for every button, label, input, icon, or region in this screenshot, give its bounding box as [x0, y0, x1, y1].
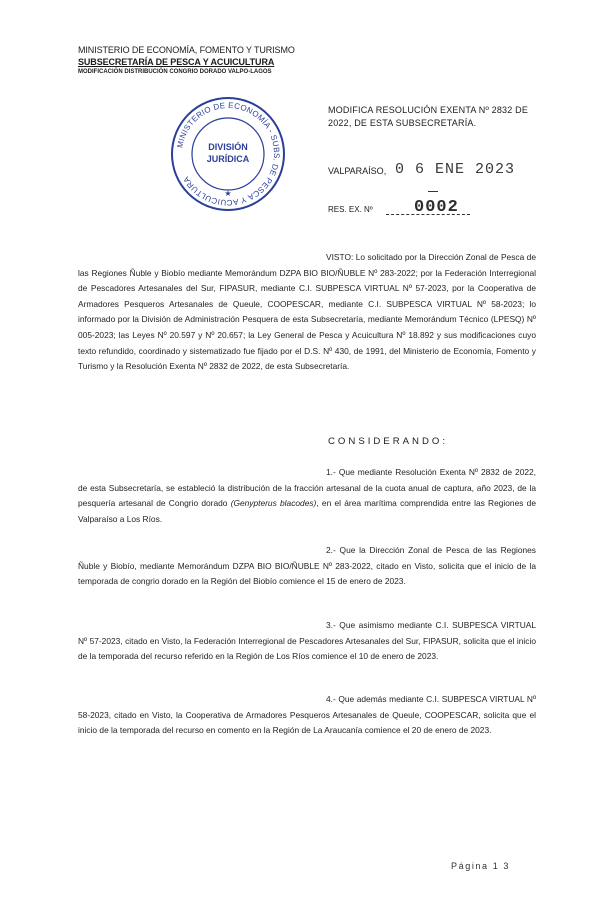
considerando-item-4: [78, 692, 536, 739]
document-subject: MODIFICA RESOLUCIÓN EXENTA Nº 2832 DE 2022, DE ESTA SUBSECRETARÍA.: [328, 105, 529, 128]
stamped-date: 0 6 ENE 2023: [395, 161, 516, 178]
stamp-ring-text: MINISTERIO DE ECONOMÍA - SUBS. DE PESCA Y ACUICULTURA: [175, 100, 282, 208]
item-3-lead: 3.- Que asimismo mediante C.I. SUBPESCA: [326, 620, 498, 630]
subsecretariat-name: SUBSECRETARÍA DE PESCA Y ACUICULTURA: [78, 57, 275, 67]
item-2-text: Regiones Ñuble y Biobío, mediante Memorándum DZPA BIO BIO/ÑUBLE Nº 283-2022, citado en Visto, solicita que el inicio de la temporada de congrio dorado en la Región del Biobío comience el 15 de enero de 2023.: [78, 545, 536, 587]
item-2-lead: 2.- Que la Dirección Zonal de Pesca de las: [326, 545, 497, 555]
division-juridica-stamp: [168, 94, 288, 214]
item-1-tail: , en el área marítima comprendida entre las Regiones de Valparaíso a Los Ríos.: [78, 498, 537, 524]
considerando-item-3: [78, 618, 536, 665]
resolution-mark: [428, 191, 438, 192]
item-1-species: (Genypterus blacodes): [230, 498, 317, 509]
resolution-number-line: [328, 197, 568, 217]
resolution-label: RES. EX. Nº: [328, 205, 373, 214]
item-1-text: de 2022, de esta Subsecretaría, se estableció la distribución de la fracción artesanal de la cuota anual de captura, año 2023, de la pesquería artesanal de Congrio dorado: [78, 467, 537, 509]
date-place: VALPARAÍSO,: [328, 166, 387, 176]
ministry-name: MINISTERIO DE ECONOMÍA, FOMENTO Y TURISMO: [78, 45, 295, 55]
visto-text: VISTO: Lo solicitado por la Dirección Zonal de Pesca de las Regiones Ñuble y Biobío mediante Memorándum DZPA BIO BIO/ÑUBLE Nº 283-2022; por la Federación Interregional de Pescadores Artesanales del Sur, FIPASUR, mediante C.I. SUBPESCA VIRTUAL Nº 57-2023, por la Cooperativa de Armadores Pesqueros Artesanales de Queule, COOPESCAR, mediante C.I. SUBPESCA VIRTUAL Nº 58-2023; lo informado por la División de Administración Pesquera de esta Subsecretaría, mediante Memorándum Técnico (LPESQ) Nº 005-2023; las Leyes Nº 20.597 y Nº 20.657; la Ley General de Pesca y Acuicultura Nº 18.892 y sus modificaciones cuyo texto refundido, coordinado y sistematizado fue fijado por el D.S. Nº 430, de 1991, del Ministerio de Economía, Fomento y Turismo y la Resolución Exenta Nº 2832 de 2022, de esta Subsecretaría.: [78, 252, 536, 372]
letterhead: [78, 44, 318, 77]
page-number: Página 1 3: [451, 861, 511, 871]
stamp-line-division: DIVISIÓN: [208, 142, 248, 152]
considerando-heading: CONSIDERANDO:: [328, 436, 449, 447]
dateline: [328, 161, 568, 179]
item-4-text: VIRTUAL Nº 58-2023, citado en Visto, la Cooperativa de Armadores Pesqueros Artesanales de Queule, COOPESCAR, solicita que el inicio de la temporada del recurso en comento en la Región de La Araucanía comience el 20 de enero de 2023.: [78, 694, 537, 736]
star-icon: ★: [224, 189, 232, 198]
item-1-lead: 1.- Que mediante Resolución Exenta Nº 2832: [326, 467, 500, 477]
resolution-number: 0002: [414, 198, 459, 217]
stamp-line-juridica: JURÍDICA: [206, 154, 250, 164]
visto-paragraph: [78, 250, 536, 375]
document-reference: MODIFICACIÓN DISTRIBUCIÓN CONGRIO DORADO VALPO-LAGOS: [78, 69, 272, 75]
considerando-item-1: [78, 465, 536, 527]
considerando-item-2: [78, 543, 536, 590]
item-3-text: VIRTUAL Nº 57-2023, citado en Visto, la Federación Interregional de Pescadores Artesanales del Sur, FIPASUR, solicita que el inicio de la temporada del recurso referido en la Región de Los Ríos comience el 10 de enero de 2023.: [78, 620, 536, 662]
item-4-lead: 4.- Que además mediante C.I. SUBPESCA: [326, 694, 487, 704]
